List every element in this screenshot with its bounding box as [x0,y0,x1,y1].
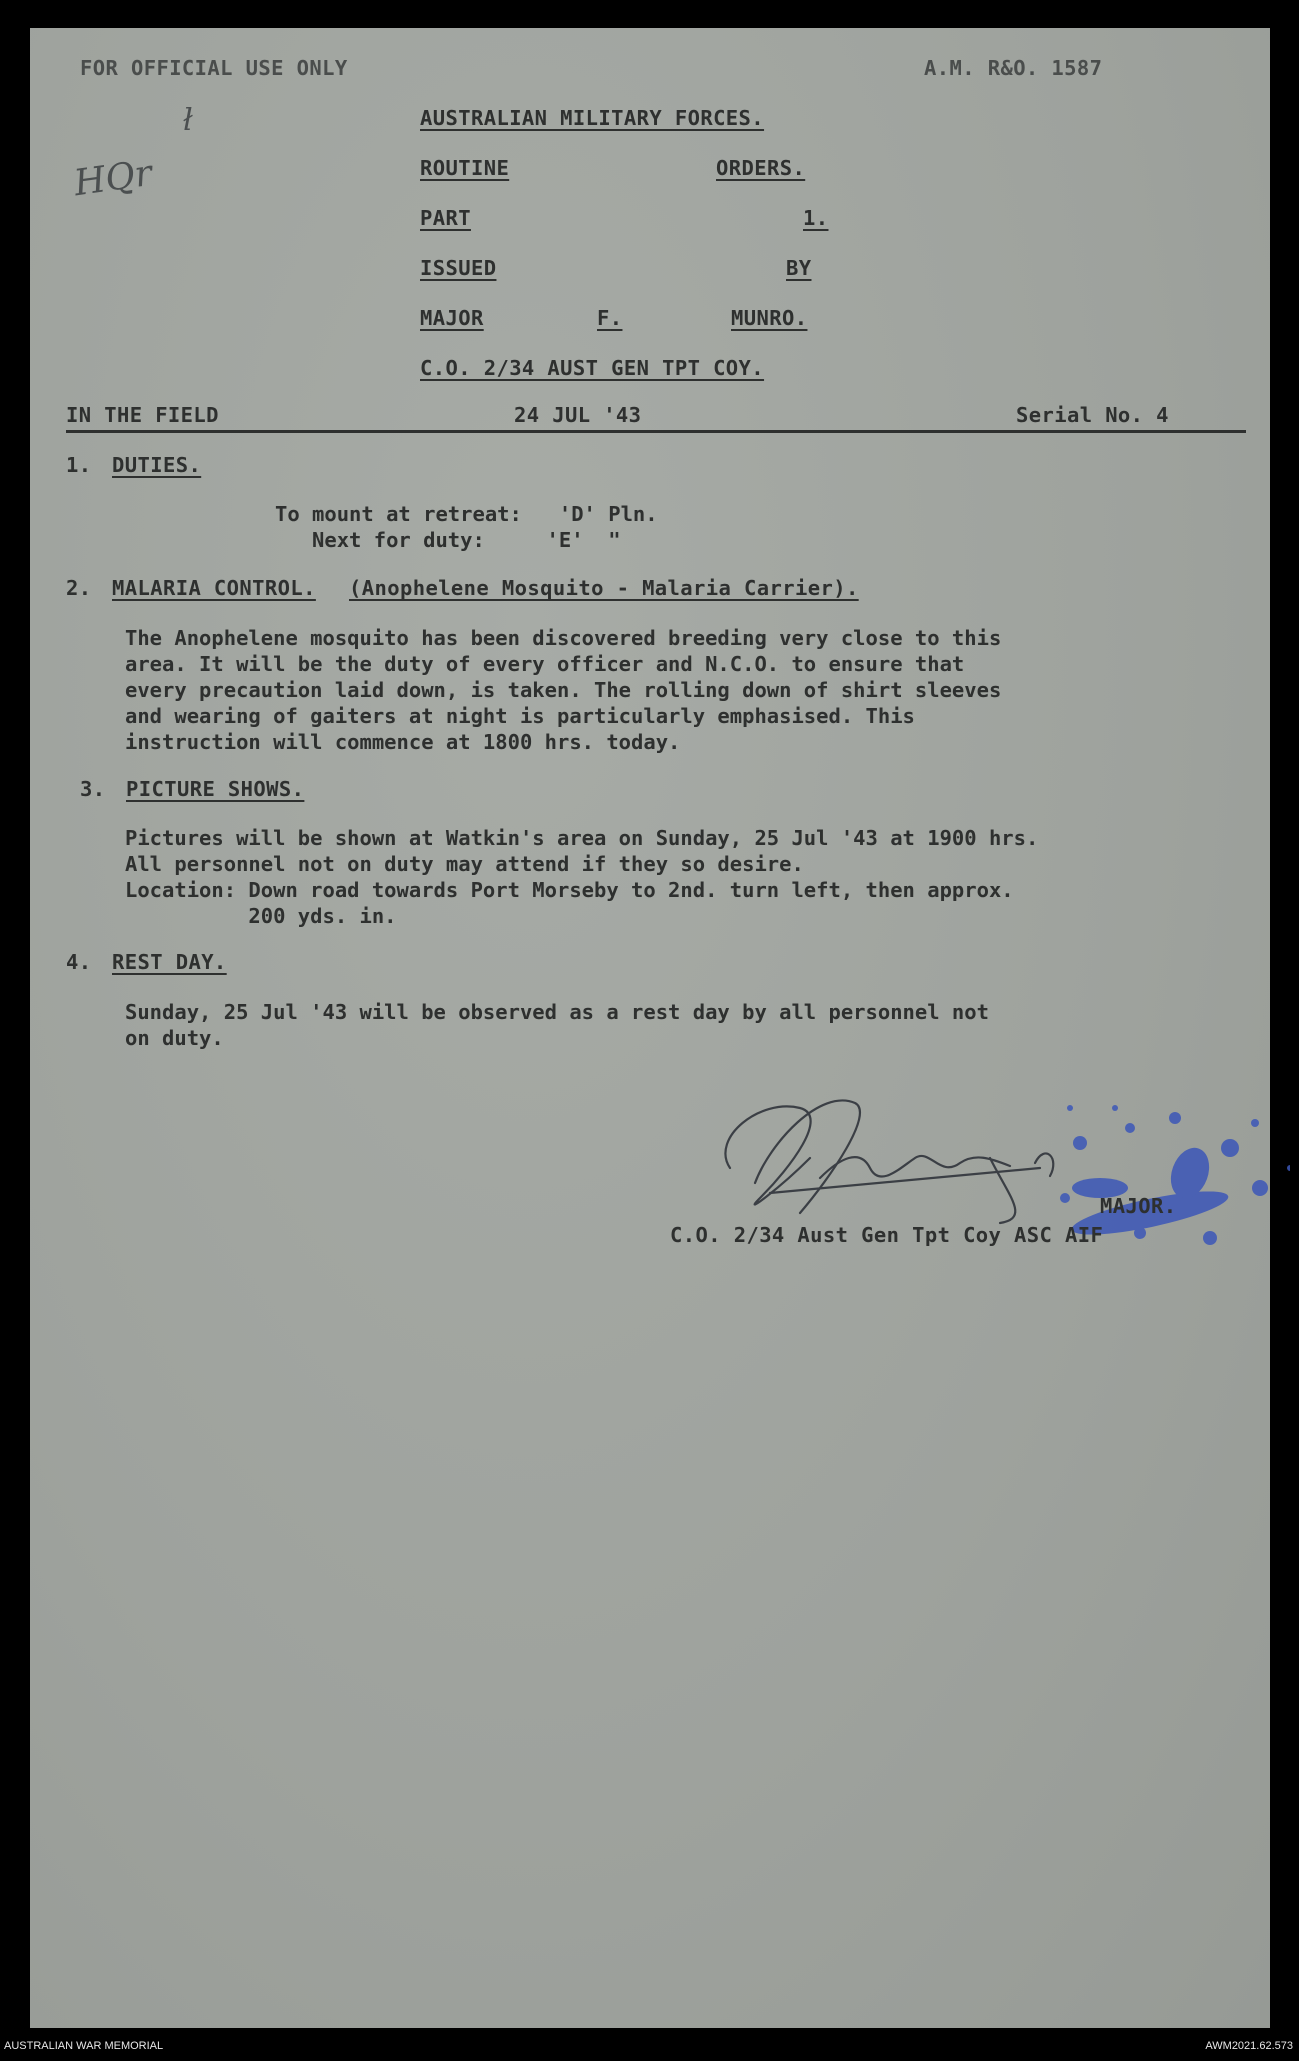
title-issued: ISSUED [420,256,497,280]
place-label: IN THE FIELD [66,403,219,427]
section-3-number: 3. [80,777,106,801]
title-part-number: 1. [803,206,829,230]
rest-line-1: Sunday, 25 Jul '43 will be observed as a rest day by all personnel not [125,1000,989,1024]
document-page [30,28,1270,2028]
order-date: 24 JUL '43 [514,403,642,427]
section-1-title: DUTIES. [112,453,202,477]
duties-line-2: Next for duty: 'E' " [275,528,621,552]
title-part: PART [420,206,471,230]
handwritten-signature [725,1100,1053,1223]
handwritten-annotation: HQr [71,152,155,205]
pictures-line-2: All personnel not on duty may attend if they so desire. [125,852,804,876]
title-by: BY [786,256,812,280]
section-4-title: REST DAY. [112,950,227,974]
malaria-line-1: The Anophelene mosquito has been discovered breeding very close to this [125,626,1002,650]
signatory-rank: MAJOR. [1100,1194,1177,1218]
title-routine: ROUTINE [420,156,510,180]
signatory-role: C.O. 2/34 Aust Gen Tpt Coy ASC AIF [670,1223,1104,1247]
title-line-1: AUSTRALIAN MILITARY FORCES. [420,106,765,130]
title-initial: F. [597,306,623,330]
archive-credit: AUSTRALIAN WAR MEMORIAL [4,2040,164,2052]
malaria-line-4: and wearing of gaiters at night is particularly emphasised. This [125,704,915,728]
section-2-subtitle: (Anophelene Mosquito - Malaria Carrier). [349,576,859,600]
title-munro: MUNRO. [731,306,808,330]
section-4-number: 4. [66,950,92,974]
reference-number: A.M. R&O. 1587 [924,56,1103,80]
section-2-number: 2. [66,576,92,600]
title-orders: ORDERS. [716,156,806,180]
ink-mark: ł [183,103,193,138]
section-2-title: MALARIA CONTROL. [112,576,316,600]
serial-number: Serial No. 4 [1016,403,1169,427]
pictures-line-4: 200 yds. in. [125,904,397,928]
pictures-line-1: Pictures will be shown at Watkin's area on Sunday, 25 Jul '43 at 1900 hrs. [125,826,1039,850]
title-major: MAJOR [420,306,484,330]
title-unit: C.O. 2/34 AUST GEN TPT COY. [420,356,765,380]
official-use-label: FOR OFFICIAL USE ONLY [80,56,348,80]
archive-reference: AWM2021.62.573 [1205,2040,1293,2052]
malaria-line-5: instruction will commence at 1800 hrs. today. [125,730,681,754]
malaria-line-2: area. It will be the duty of every officer and N.C.O. to ensure that [125,652,965,676]
header-rule [66,430,1246,433]
section-1-number: 1. [66,453,92,477]
malaria-line-3: every precaution laid down, is taken. The rolling down of shirt sleeves [125,678,1002,702]
rest-line-2: on duty. [125,1026,224,1050]
pictures-line-3: Location: Down road towards Port Morseby to 2nd. turn left, then approx. [125,878,1014,902]
section-3-title: PICTURE SHOWS. [126,777,305,801]
duties-line-1: To mount at retreat: 'D' Pln. [275,502,658,526]
